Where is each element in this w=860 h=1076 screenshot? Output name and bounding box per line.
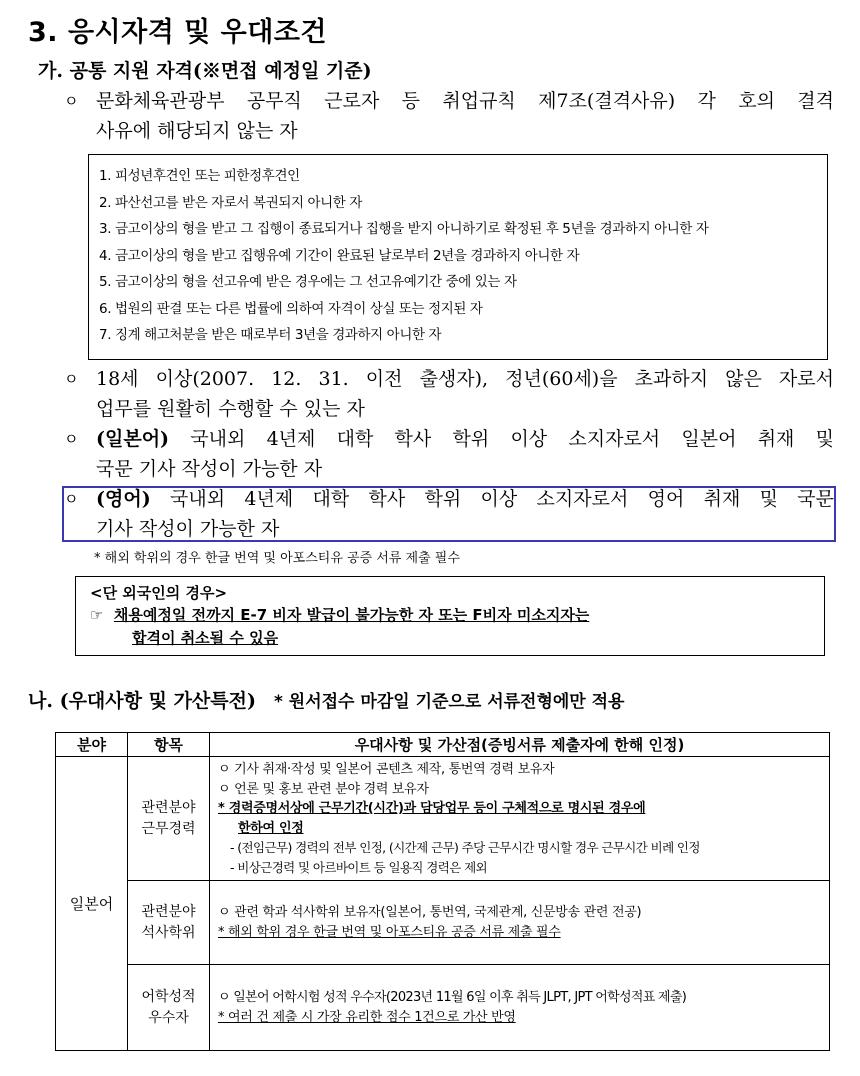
item-cell bbox=[128, 757, 210, 881]
foreigner-heading: <단 외국인의 경우> bbox=[90, 584, 228, 602]
bullet-prefix: (영어) bbox=[96, 488, 151, 510]
item-label: 관련분야 bbox=[141, 799, 196, 816]
bullet-line: 국내외 4년제 대학 학사 학위 이상 소지자로서 일본어 취재 및 bbox=[169, 428, 834, 450]
item-label: 관련분야 bbox=[141, 903, 196, 920]
category-cell: 일본어 bbox=[56, 757, 128, 1051]
item-label: 우수자 bbox=[148, 1009, 189, 1026]
degree-note: * 해외 학위의 경우 한글 번역 및 아포스티유 공증 서류 제출 필수 bbox=[94, 551, 460, 566]
foreigner-line: 합격이 취소될 수 있음 bbox=[132, 629, 279, 647]
desc-line: * 여러 건 제출 시 가장 유리한 점수 1건으로 가산 반영 bbox=[218, 1009, 516, 1025]
table-row bbox=[56, 881, 830, 965]
desc-line: - 비상근경력 및 아르바이트 등 일용직 경력은 제외 bbox=[230, 859, 488, 875]
desc-line: ㅇ 일본어 어학시험 성적 우수자(2023년 11월 6일 이후 취득 JLPT, JPT 어학성적표 제출) bbox=[218, 990, 687, 1005]
foreigner-notice-box bbox=[75, 576, 825, 656]
bullet-mark: ㅇ bbox=[64, 92, 79, 110]
desc-line: * 해외 학위 경우 한글 번역 및 아포스티유 공증 서류 제출 필수 bbox=[218, 924, 561, 940]
table-header-row bbox=[56, 733, 830, 757]
qualification-bullet-1 bbox=[64, 86, 834, 146]
disqualification-item: 5. 금고이상의 형을 선고유예 받은 경우에는 그 선고유예기간 중에 있는 자 bbox=[99, 274, 517, 290]
qualification-bullet-japanese bbox=[64, 424, 834, 484]
bullet-line: 기사 작성이 가능한 자 bbox=[96, 518, 280, 540]
disqualification-item: 6. 법원의 판결 또는 다른 법률에 의하여 자격이 상실 또는 정지된 자 bbox=[99, 300, 483, 317]
preference-title: 나. (우대사항 및 가산특전) bbox=[28, 690, 256, 712]
description-cell bbox=[210, 757, 830, 881]
bullet-line: 문화체육관광부 공무직 근로자 등 취업규칙 제7조(결격사유) 각 호의 결격 bbox=[96, 90, 834, 112]
desc-line: ㅇ 기사 취재·작성 및 일본어 콘텐츠 제작, 통번역 경력 보유자 bbox=[218, 762, 555, 777]
disqualification-item: 2. 파산선고를 받은 자로서 복권되지 아니한 자 bbox=[99, 194, 362, 211]
table-row bbox=[56, 757, 830, 881]
bullet-line: 사유에 해당되지 않는 자 bbox=[96, 120, 298, 142]
common-qualification-heading: 가. 공통 지원 자격(※면접 예정일 기준) bbox=[38, 60, 372, 82]
bullet-prefix: (일본어) bbox=[96, 428, 170, 450]
bullet-line: 국내외 4년제 대학 학사 학위 이상 소지자로서 영어 취재 및 국문 bbox=[150, 488, 834, 510]
foreigner-line: 채용예정일 전까지 E-7 비자 발급이 불가능한 자 또는 F비자 미소지자는 bbox=[113, 606, 590, 624]
disqualification-item: 7. 징계 해고처분을 받은 때로부터 3년을 경과하지 아니한 자 bbox=[99, 327, 442, 343]
item-label: 어학성적 bbox=[141, 988, 196, 1005]
column-header: 우대사항 및 가산점(증빙서류 제출자에 한해 인정) bbox=[210, 733, 830, 757]
bullet-mark: ㅇ bbox=[64, 430, 79, 448]
item-label: 석사학위 bbox=[141, 924, 196, 941]
bullet-line: 국문 기사 작성이 가능한 자 bbox=[96, 458, 323, 480]
bullet-line: 업무를 원활히 수행할 수 있는 자 bbox=[96, 398, 365, 420]
disqualification-item: 4. 금고이상의 형을 받고 집행유예 기간이 완료된 날로부터 2년을 경과하지 아니한 자 bbox=[99, 247, 580, 264]
disqualification-item: 1. 피성년후견인 또는 피한정후견인 bbox=[99, 168, 300, 184]
bullet-mark: ㅇ bbox=[64, 370, 79, 388]
section-title: 3. 응시자격 및 우대조건 bbox=[28, 17, 327, 48]
disqualification-item: 3. 금고이상의 형을 받고 그 집행이 종료되거나 집행을 받지 아니하기로 확정된 후 5년을 경과하지 아니한 자 bbox=[99, 221, 709, 237]
preference-subheading: * 원서접수 마감일 기준으로 서류전형에만 적용 bbox=[273, 692, 625, 712]
desc-line: * 경력증명서상에 근무기간(시간)과 담당업무 등이 구체적으로 명시된 경우에 bbox=[218, 801, 646, 816]
column-header: 분야 bbox=[56, 733, 128, 757]
desc-line: ㅇ 언론 및 홍보 관련 분야 경력 보유자 bbox=[218, 781, 429, 797]
description-cell bbox=[210, 965, 830, 1051]
bullet-mark: ㅇ bbox=[64, 490, 79, 508]
desc-line: - (전임근무) 경력의 전부 인정, (시간제 근무) 주당 근무시간 명시할 경우 근무시간 비례 인정 bbox=[230, 840, 700, 855]
qualification-bullet-2 bbox=[64, 364, 834, 424]
bullet-line: 18세 이상(2007. 12. 31. 이전 출생자), 정년(60세)을 초과하지 않은 자로서 bbox=[96, 368, 834, 390]
desc-line: 한하여 인정 bbox=[238, 820, 304, 836]
preference-heading bbox=[28, 686, 624, 713]
desc-line: ㅇ 관련 학과 석사학위 보유자(일본어, 통번역, 국제관계, 신문방송 관련 전공) bbox=[218, 905, 642, 920]
item-label: 근무경력 bbox=[141, 820, 196, 837]
pointer-icon: ☞ bbox=[90, 606, 104, 624]
description-cell bbox=[210, 881, 830, 965]
item-cell bbox=[128, 965, 210, 1051]
qualification-bullet-english bbox=[64, 484, 834, 544]
disqualification-list-box bbox=[88, 154, 828, 360]
item-cell bbox=[128, 881, 210, 965]
table-row bbox=[56, 965, 830, 1051]
column-header: 항목 bbox=[128, 733, 210, 757]
preference-table bbox=[55, 732, 830, 1051]
